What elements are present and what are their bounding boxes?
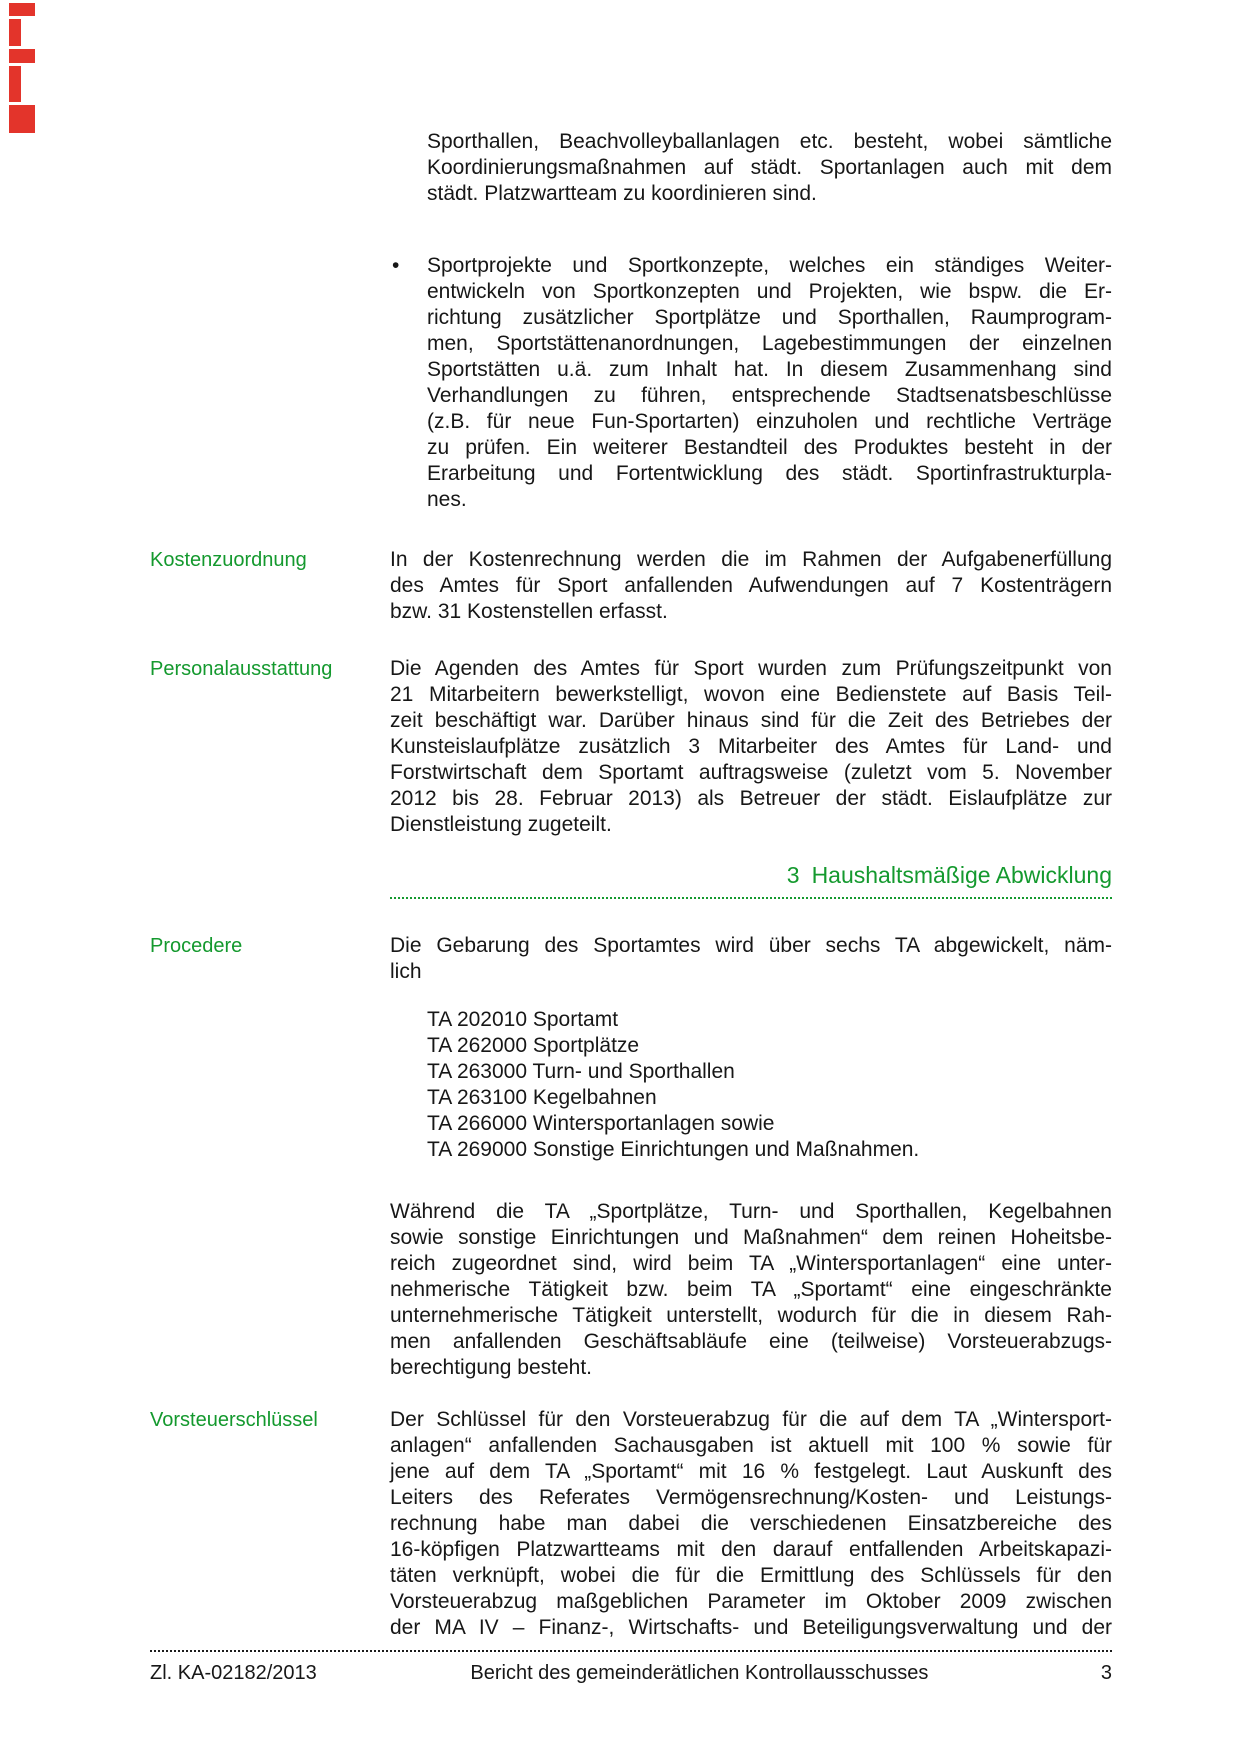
section-heading-row <box>150 862 1112 933</box>
page-footer <box>150 1650 1112 1685</box>
margin-label-personalausstattung: Personalausstattung <box>150 658 333 680</box>
section-vorsteuerschluessel <box>150 1407 1112 1641</box>
footer-page-number: 3 <box>1100 1662 1112 1684</box>
margin-label-kostenzuordnung: Kostenzuordnung <box>150 549 307 571</box>
section-heading <box>390 862 1112 899</box>
paragraph-kostenzuordnung: In der Kostenrechnung werden die im Rahmen der Aufgabenerfüllung des Amtes für Sport anfallenden Aufwendungen auf 7 Kostenträgern bzw. 31 Kostenstellen erfasst. <box>390 548 1112 623</box>
section-continuation <box>150 129 1112 547</box>
footer-title: Bericht des gemeinderätlichen Kontrollausschusses <box>470 1662 929 1684</box>
paragraph-vorsteuerschluessel: Der Schlüssel für den Vorsteuerabzug für die auf dem TA „Wintersport- anlagen“ anfallenden Sachausgaben ist aktuell mit 100 % sowie für jene auf dem TA „Sportamt“ mit 16 % festgelegt. Laut Auskunft des Leiters des Referates Vermögensrechnung/Kosten- und Leistungs- rechnung habe man dabei die verschiedenen Einsatzbereiche des 16-köpfigen Platzwartteams mit den darauf entfallenden Arbeitskapazi- täten verknüpft, wobei die für die Ermittlung des Schlüssels für den Vorsteuerabzug maßgeblichen Parameter im Oktober 2009 zwischen der MA IV – Finanz-, Wirtschafts- und Beteiligungsverwaltung und der <box>390 1408 1112 1639</box>
margin-label-procedere: Procedere <box>150 935 243 957</box>
section-personalausstattung <box>150 656 1112 862</box>
section-number: 3 <box>786 862 800 888</box>
paragraph-procedere-intro: Die Gebarung des Sportamtes wird über sechs TA abgewickelt, näm- lich <box>390 934 1112 983</box>
ta-list: TA 202010 Sportamt TA 262000 Sportplätze TA 263000 Turn- und Sporthallen TA 263100 Kegelbahnen TA 266000 Wintersportanlagen sowie TA 269000 Sonstige Einrichtungen und Maßnahmen. <box>427 1008 920 1161</box>
page-content <box>150 129 1112 1641</box>
paragraph-continuation: Sporthallen, Beachvolleyballanlagen etc. besteht, wobei sämtliche Koordinierungsmaßnahmen auf städt. Sportanlagen auch mit dem städt. Platzwartteam zu koordinieren sind. <box>427 130 1112 205</box>
section-procedere <box>150 933 1112 1407</box>
section-kostenzuordnung <box>150 547 1112 656</box>
footer-reference: Zl. KA-02182/2013 <box>150 1662 317 1684</box>
paragraph-personalausstattung: Die Agenden des Amtes für Sport wurden zum Prüfungszeitpunkt von 21 Mitarbeitern bewerkstelligt, wovon eine Bedienstete auf Basis Teil- zeit beschäftigt war. Darüber hinaus sind für die Zeit des Betriebes der Kunsteislaufplätze zusätzlich 3 Mitarbeiter des Amtes für Land- und Forstwirtschaft dem Sportamt auftragsweise (zuletzt vom 5. November 2012 bis 28. Februar 2013) als Betreuer der städt. Eislaufplätze zur Dienstleistung zugeteilt. <box>390 657 1112 836</box>
bullet-item <box>390 253 1112 513</box>
bullet-icon: • <box>392 254 400 277</box>
section-title: Haushaltsmäßige Abwicklung <box>811 862 1112 888</box>
bullet-item-text: Sportprojekte und Sportkonzepte, welches ein ständiges Weiter- entwickeln von Sportkonzepten und Projekten, wie bspw. die Er- richtung zusätzlicher Sportplätze und Sporthallen, Raumprogram- men, Sportstättenanordnungen, Lagebestimmungen der einzelnen Sportstätten u.ä. zum Inhalt hat. In diesem Zusammenhang sind Verhandlungen zu führen, entsprechende Stadtsenatsbeschlüsse (z.B. für neue Fun-Sportarten) einzuholen und rechtliche Verträge zu prüfen. Ein weiterer Bestandteil des Produktes besteht in der Erarbeitung und Fortentwicklung des städt. Sportinfrastrukturpla- nes. <box>427 254 1112 511</box>
paragraph-procedere-detail: Während die TA „Sportplätze, Turn- und Sporthallen, Kegelbahnen sowie sonstige Einrichtungen und Maßnahmen“ dem reinen Hoheitsbe- reich zugeordnet sind, wird beim TA „Wintersportanlagen“ eine unter- nehmerische Tätigkeit bzw. beim TA „Sportamt“ eine eingeschränkte unternehmerische Tätigkeit unterstellt, wodurch für die in diesem Rah- men anfallenden Geschäftsabläufe eine (teilweise) Vorsteuerabzugs- berechtigung besteht. <box>390 1200 1112 1379</box>
margin-label-vorsteuerschluessel: Vorsteuerschlüssel <box>150 1409 318 1431</box>
red-corner-marks <box>9 3 39 135</box>
